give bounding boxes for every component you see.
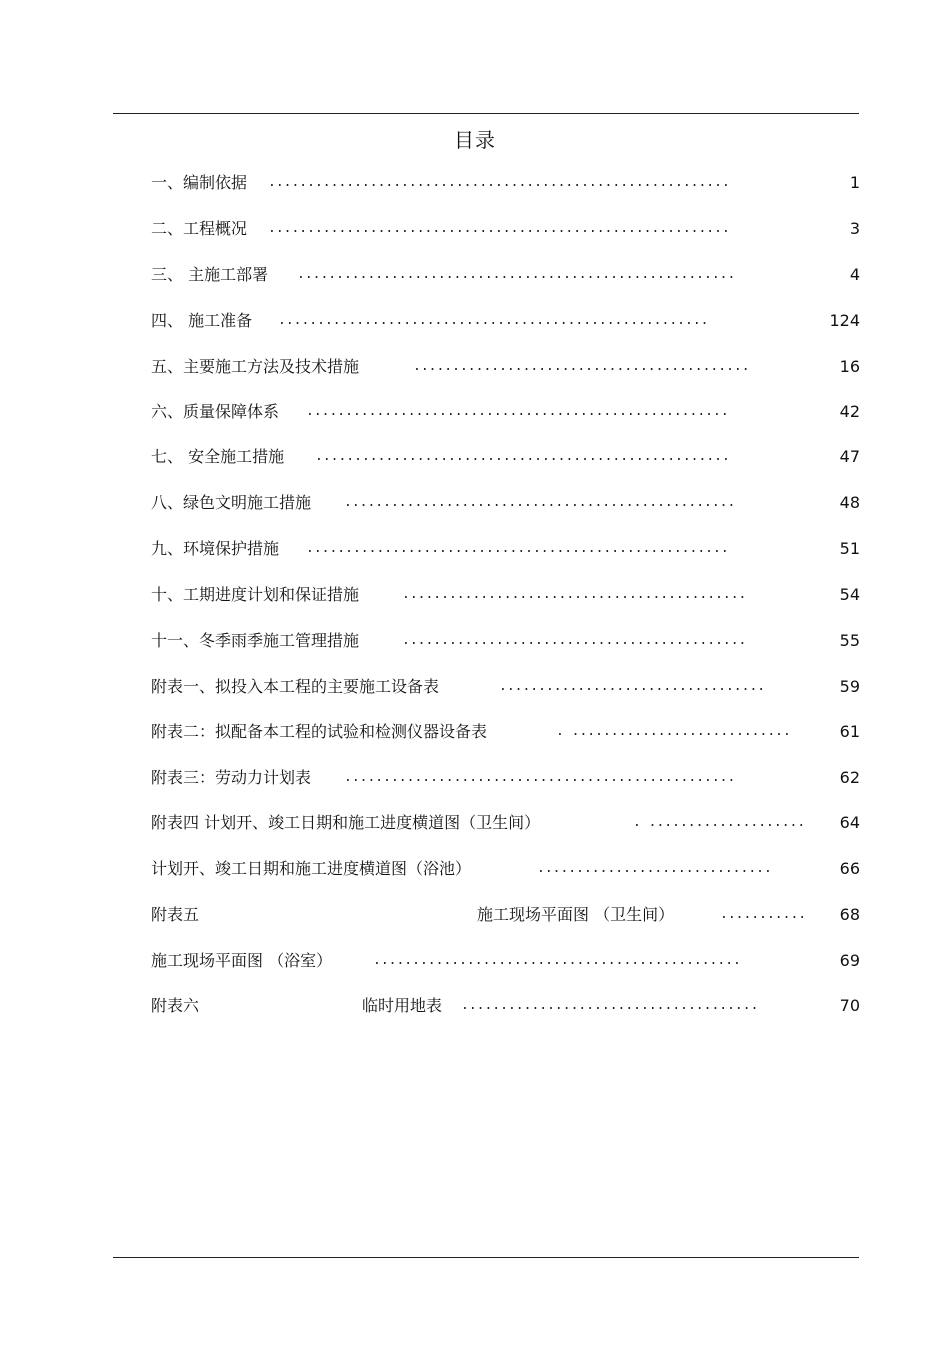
toc-entry-page: 1 [849,173,860,192]
toc-entry[interactable] [151,720,860,744]
toc-entry-page: 69 [839,951,860,970]
toc-entry-page: 64 [839,813,860,832]
toc-entry-leader: ............................................... [373,953,741,968]
toc-entry-label-secondary: 施工现场平面图 （卫生间） [477,905,675,924]
toc-entry-page: 4 [849,265,860,284]
toc-entry-label: 六、质量保障体系 [151,402,280,421]
toc-entry-label: 施工现场平面图 （浴室） [151,951,333,970]
toc-entry[interactable] [151,537,860,561]
toc-entry-leader: . ............................ [556,724,791,739]
toc-entry-page: 70 [839,996,860,1015]
toc-entry-label: 五、主要施工方法及技术措施 [151,357,360,376]
toc-entry-page: 62 [839,768,860,787]
toc-entry-leader: ...................................... [461,998,759,1013]
toc-entry-label: 三、 主施工部署 [151,265,269,284]
toc-entry-page: 16 [839,357,860,376]
toc-entry-leader: . .................... [633,815,806,830]
toc-entry-label: 附表二：拟配备本工程的试验和检测仪器设备表 [151,722,488,741]
toc-entry-page: 59 [839,677,860,696]
toc-entry-leader: .............................. [537,861,772,876]
toc-entry-label: 四、 施工准备 [151,311,253,330]
toc-entry-leader: ........................................................... [268,221,730,236]
toc-entry-label: 附表四 计划开、竣工日期和施工进度横道图（卫生间） [151,813,541,832]
toc-entry[interactable] [151,445,860,469]
toc-entry-label: 附表三：劳动力计划表 [151,768,312,787]
toc-entry[interactable] [151,629,860,653]
toc-entry-label: 计划开、竣工日期和施工进度横道图（浴池） [151,859,472,878]
toc-entry[interactable] [151,583,860,607]
toc-entry-leader: ...................................................... [306,404,729,419]
toc-entry-page: 3 [849,219,860,238]
toc-entry[interactable] [151,309,860,333]
toc-entry-label: 二、工程概况 [151,219,248,238]
toc-entry-page: 55 [839,631,860,650]
toc-entry-label: 十、工期进度计划和保证措施 [151,585,360,604]
toc-entry[interactable] [151,675,860,699]
toc-entry-page: 51 [839,539,860,558]
toc-entry-label: 附表六 [151,996,200,1015]
toc-entry-leader: ...................................................... [306,541,729,556]
toc-entry-label: 一、编制依据 [151,173,248,192]
toc-entry[interactable] [151,171,860,195]
toc-entry-label-secondary: 临时用地表 [362,996,443,1015]
header-rule [113,113,859,114]
toc-entry-leader: ....................................................... [278,313,709,328]
toc-entry[interactable] [151,217,860,241]
toc-entry-leader: .................................. [499,679,766,694]
toc-entry[interactable] [151,766,860,790]
toc-entry-leader: ........... [720,907,807,922]
toc-entry[interactable] [151,263,860,287]
toc-entry-page: 47 [839,447,860,466]
toc-entry[interactable] [151,400,860,424]
toc-entry-label: 附表五 [151,905,200,924]
page-title: 目录 [454,128,496,152]
toc-entry-page: 124 [829,311,860,330]
toc-entry-leader: .................................................. [344,770,736,785]
toc-entry-page: 61 [839,722,860,741]
toc-entry-page: 48 [839,493,860,512]
toc-entry-page: 42 [839,402,860,421]
toc-entry-leader: ............................................ [402,587,747,602]
toc-entry-label: 十一、冬季雨季施工管理措施 [151,631,360,650]
toc-entry-page: 68 [839,905,860,924]
toc-entry-leader: ........................................... [413,359,750,374]
toc-entry[interactable] [151,903,860,927]
footer-rule [113,1257,859,1258]
toc-entry-leader: ........................................................... [268,175,730,190]
toc-entry-leader: .................................................. [344,495,736,510]
toc-entry[interactable] [151,491,860,515]
toc-entry-leader: ............................................ [402,633,747,648]
toc-entry[interactable] [151,355,860,379]
toc-entry-leader: ........................................................ [297,267,736,282]
toc-entry-label: 九、环境保护措施 [151,539,280,558]
toc-entry[interactable] [151,857,860,881]
toc-entry-label: 附表一、拟投入本工程的主要施工设备表 [151,677,440,696]
toc-entry[interactable] [151,949,860,973]
toc-entry-label: 七、 安全施工措施 [151,447,285,466]
toc-entry-label: 八、绿色文明施工措施 [151,493,312,512]
toc-entry-page: 54 [839,585,860,604]
toc-entry-leader: ..................................................... [315,449,730,464]
toc-entry[interactable] [151,994,860,1018]
toc-entry[interactable] [151,811,860,835]
toc-entry-page: 66 [839,859,860,878]
